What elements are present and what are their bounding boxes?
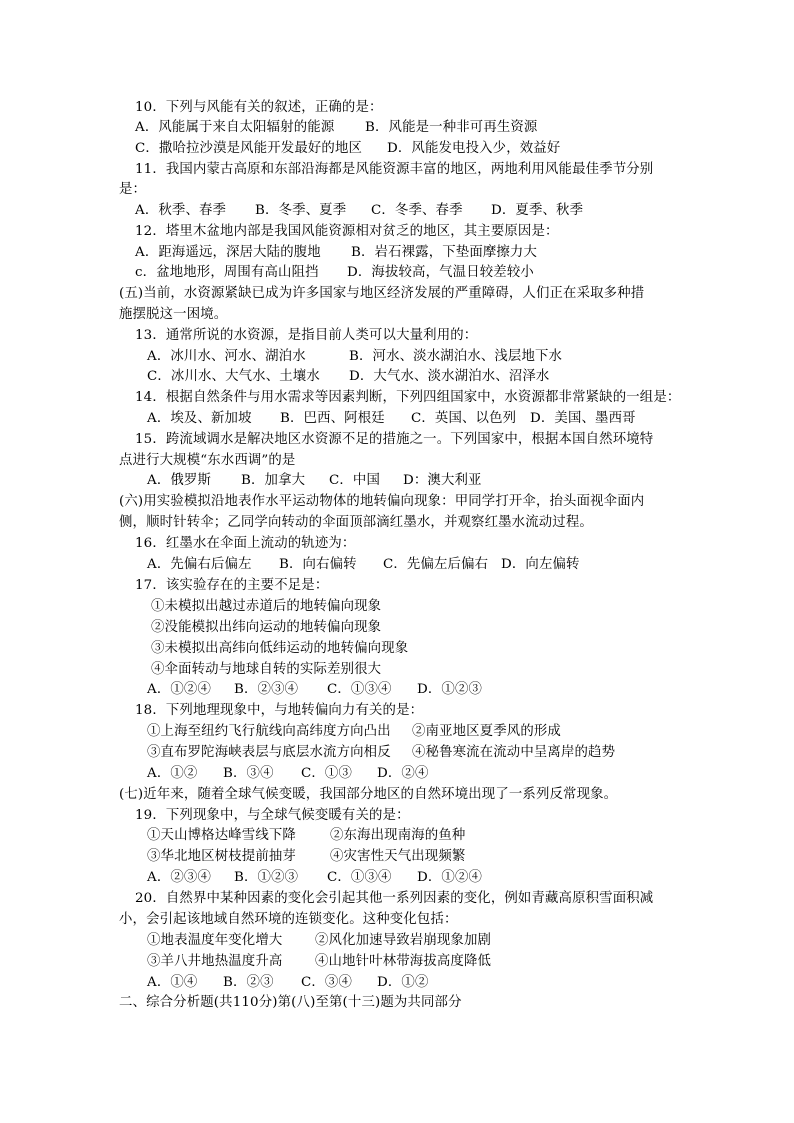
q17-statement-2: ②没能模拟出纬向运动的地转偏向现象 [151, 620, 382, 635]
q18-options [147, 764, 429, 784]
section-5-intro-cont: 施摆脱这一困境。 [119, 307, 228, 322]
question-20: 20．自然界中某种因素的变化会引起其他一系列因素的变化，例如青藏高原积雪面积减 [135, 891, 654, 906]
question-16: 16．红墨水在伞面上流动的轨迹为： [135, 536, 356, 551]
q16-option-a: A．先偏右后偏左 [147, 557, 252, 572]
q11-option-a: A．秋季、春季 [135, 203, 227, 218]
question-12: 12．塔里木盆地内部是我国风能资源相对贫乏的地区，其主要原因是： [135, 224, 559, 239]
q13-option-c: C．冰川水、大气水、土壤水 [147, 369, 320, 384]
question-20-cont: 小，会引起该地域自然环境的连锁变化。这种变化包括： [119, 912, 458, 927]
section-6-intro-cont: 侧，顺时针转伞；乙同学向转动的伞面顶部滴红墨水，并观察红墨水流动过程。 [119, 515, 593, 530]
q13-option-b: B．河水、淡水湖泊水、浅层地下水 [349, 349, 563, 364]
q10-options-row1 [135, 118, 538, 138]
q20-option-c: C．③④ [301, 975, 353, 990]
section-6-intro: (六)用实验模拟沿地表作水平运动物体的地转偏向现象：甲同学打开伞，抬头面视伞面内 [119, 494, 645, 509]
q20-options [147, 973, 429, 993]
q19-statement-2: ②东海出现南海的鱼种 [330, 828, 466, 843]
q18-option-c: C．①③ [301, 766, 353, 781]
q10-options-row2 [135, 139, 561, 159]
q20-statement-1: ①地表温度年变化增大 [147, 933, 283, 948]
q17-option-d: D．①②③ [417, 682, 483, 697]
part-2-heading: 二、综合分析题(共110分)第(八)至第(十三)题为共同部分 [119, 995, 462, 1010]
section-7-intro: (七)近年来，随着全球气候变暖，我国部分地区的自然环境出现了一系列反常现象。 [119, 787, 618, 802]
q18-statement-4: ④秘鲁寒流在流动中呈离岸的趋势 [412, 745, 616, 760]
q14-option-b: B．巴西、阿根廷 [280, 411, 385, 426]
q18-option-b: B．③④ [223, 766, 274, 781]
q16-options [147, 555, 580, 575]
q15-option-c: C．中国 [329, 473, 381, 488]
q19-statement-4: ④灾害性天气出现频繁 [330, 849, 466, 864]
q12-options-row1 [135, 243, 538, 263]
q19-option-c: C．①③④ [327, 870, 392, 885]
q19-statement-3: ③华北地区树枝提前抽芽 [147, 849, 296, 864]
q12-options-row2 [135, 263, 534, 283]
question-13: 13．通常所说的水资源，是指目前人类可以大量利用的： [135, 328, 478, 343]
q20-statement-2: ②风化加速导致岩崩现象加剧 [315, 933, 492, 948]
section-5-intro: (五)当前，水资源紧缺已成为许多国家与地区经济发展的严重障碍，人们正在采取多种措 [119, 286, 645, 301]
q16-option-b: B．向右偏转 [279, 557, 357, 572]
question-18: 18．下列地理现象中，与地转偏向力有关的是： [135, 703, 424, 718]
q14-option-a: A．埃及、新加坡 [147, 411, 252, 426]
q18-statements-row2 [147, 743, 616, 763]
q10-option-b: B．风能是一种非可再生资源 [365, 120, 538, 135]
q10-option-a: A．风能属于来自太阳辐射的能源 [135, 120, 335, 135]
question-11-cont: 是： [119, 182, 147, 197]
q14-option-c: C．英国、以色列 [411, 411, 517, 426]
q19-statements-row1 [147, 826, 466, 846]
q19-statement-1: ①天山博格达峰雪线下降 [147, 828, 296, 843]
q15-option-d: D：澳大利亚 [403, 473, 482, 488]
question-11: 11．我国内蒙古高原和东部沿海都是风能资源丰富的地区，两地利用风能最佳季节分别 [135, 162, 654, 177]
q11-option-b: B．冬季、夏季 [255, 203, 347, 218]
q18-statement-3: ③直布罗陀海峡表层与底层水流方向相反 [147, 745, 391, 760]
question-17: 17．该实验存在的主要不足是： [135, 578, 329, 593]
q13-options-row2 [147, 367, 550, 387]
q17-options [147, 680, 483, 700]
q20-option-d: D．①② [377, 975, 429, 990]
q15-options [147, 471, 482, 491]
q10-option-d: D．风能发电投入少，效益好 [387, 141, 561, 156]
q12-option-c: c．盆地地形，周围有高山阻挡 [135, 265, 319, 280]
q19-statements-row2 [147, 847, 466, 867]
q18-option-d: D．②④ [377, 766, 429, 781]
q11-option-d: D．夏季、秋季 [491, 203, 584, 218]
q13-option-d: D．大气水、淡水湖泊水、沼泽水 [349, 369, 550, 384]
q17-statement-1: ①未模拟出越过赤道后的地转偏向现象 [151, 599, 382, 614]
question-10: 10．下列与风能有关的叙述，正确的是： [135, 100, 383, 115]
q13-options-row1 [147, 347, 563, 367]
q18-statement-2: ②南亚地区夏季风的形成 [412, 724, 561, 739]
q17-option-c: C．①③④ [327, 682, 392, 697]
q19-option-d: D．①②④ [417, 870, 483, 885]
q20-statements-row2 [147, 952, 492, 972]
q13-option-a: A．冰川水、河水、湖泊水 [147, 349, 306, 364]
q17-option-a: A．①②④ [147, 682, 211, 697]
q10-option-c: C．撒哈拉沙漠是风能开发最好的地区 [135, 141, 363, 156]
q20-statements-row1 [147, 931, 492, 951]
q17-option-b: B．②③④ [234, 682, 299, 697]
q18-statement-1: ①上海至纽约飞行航线向高纬度方向凸出 [147, 724, 391, 739]
q16-option-c: C．先偏左后偏右 [383, 557, 489, 572]
q20-statement-4: ④山地针叶林带海拔高度降低 [315, 954, 492, 969]
q20-option-b: B．②③ [223, 975, 274, 990]
question-15-cont: 点进行大规模“东水西调”的是 [119, 453, 296, 468]
q14-option-d: D．美国、墨西哥 [530, 411, 636, 426]
q12-option-d: D．海拔较高，气温日较差较小 [347, 265, 534, 280]
q20-statement-3: ③羊八井地热温度升高 [147, 954, 283, 969]
q15-option-b: B．加拿大 [241, 473, 306, 488]
q19-options [147, 868, 483, 888]
q19-option-b: B．①②③ [234, 870, 299, 885]
q16-option-d: D．向左偏转 [501, 557, 580, 572]
question-19: 19．下列现象中，与全球气候变暖有关的是： [135, 808, 410, 823]
question-15: 15．跨流域调水是解决地区水资源不足的措施之一。下列国家中，根据本国自然环境特 [135, 432, 654, 447]
q15-option-a: A．俄罗斯 [147, 473, 211, 488]
q18-option-a: A．①② [147, 766, 198, 781]
q20-option-a: A．①④ [147, 975, 198, 990]
q19-option-a: A．②③④ [147, 870, 211, 885]
q12-option-b: B．岩石裸露，下垫面摩擦力大 [351, 245, 538, 260]
q17-statement-4: ④伞面转动与地球自转的实际差别很大 [151, 662, 382, 677]
question-14: 14．根据自然条件与用水需求等因素判断，下列四组国家中，水资源都非常紧缺的一组是： [135, 390, 681, 405]
q18-statements-row1 [147, 722, 561, 742]
q11-option-c: C．冬季、春季 [371, 203, 463, 218]
q11-options [135, 201, 584, 221]
q14-options [147, 409, 636, 429]
q12-option-a: A．距海遥远，深居大陆的腹地 [135, 245, 321, 260]
q17-statement-3: ③未模拟出高纬向低纬运动的地转偏向现象 [151, 641, 409, 656]
